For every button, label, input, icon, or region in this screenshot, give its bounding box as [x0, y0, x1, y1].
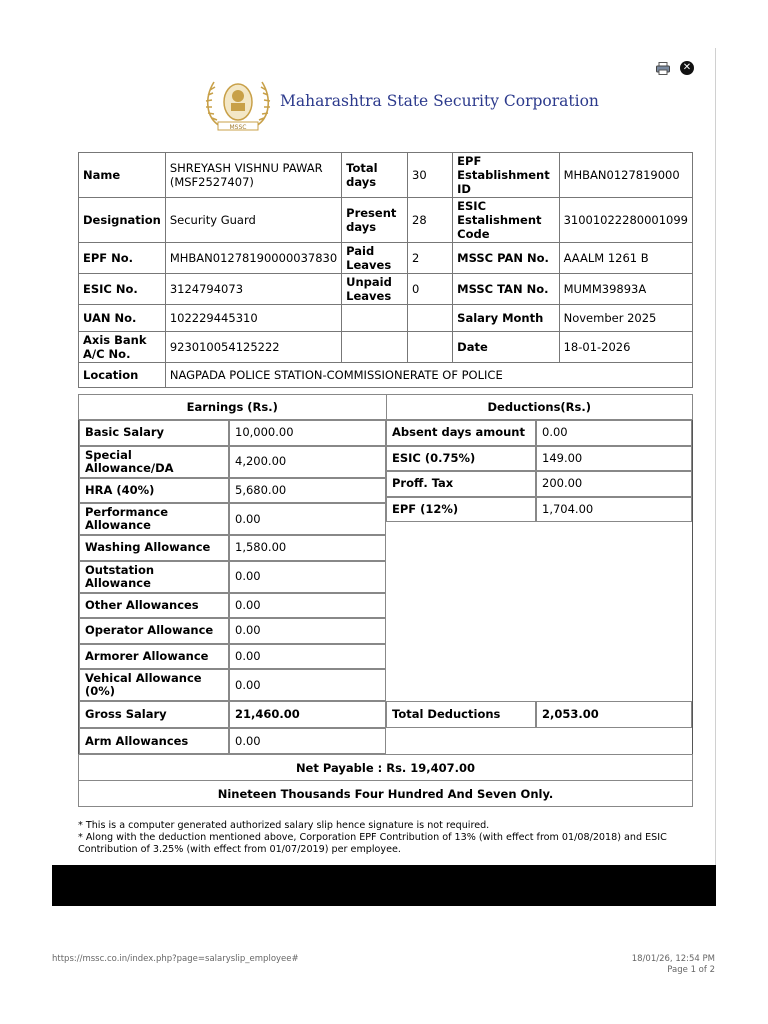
- employee-name: SHREYASH VISHNU PAWAR (MSF2527407): [165, 153, 341, 198]
- empty-cell: [342, 332, 408, 363]
- uan-value: 102229445310: [165, 305, 341, 332]
- paid-leaves-label: Paid Leaves: [342, 243, 408, 274]
- earning-row: [79, 644, 386, 670]
- gross-salary-cell: [79, 701, 387, 728]
- employee-info-table: [78, 152, 693, 388]
- total-days-label: Total days: [342, 153, 408, 198]
- earning-row: [79, 618, 386, 644]
- earning-row: [79, 446, 386, 478]
- present-days-value: 28: [408, 198, 453, 243]
- svg-text:MSSC: MSSC: [229, 124, 247, 131]
- earnings-list: [79, 420, 387, 702]
- earning-value: 0.00: [229, 561, 386, 593]
- earning-row: [79, 420, 386, 446]
- designation-value: Security Guard: [165, 198, 341, 243]
- designation-label: Designation: [79, 198, 166, 243]
- gross-salary-table: [79, 701, 386, 728]
- mssc-logo: [200, 74, 276, 134]
- salary-month-label: Salary Month: [453, 305, 559, 332]
- date-value: 18-01-2026: [559, 332, 692, 363]
- tan-value: MUMM39893A: [559, 274, 692, 305]
- esic-no-value: 3124794073: [165, 274, 341, 305]
- earnings-heading: Earnings (Rs.): [79, 395, 387, 420]
- earning-row: [79, 561, 386, 593]
- arm-allowances-cell: [79, 728, 387, 755]
- earning-label: Washing Allowance: [79, 535, 229, 561]
- earning-value: 1,580.00: [229, 535, 386, 561]
- name-label: Name: [79, 153, 166, 198]
- print-footer-url: https://mssc.co.in/index.php?page=salaryslip_employee#: [52, 954, 299, 964]
- total-deductions-value: 2,053.00: [536, 701, 692, 728]
- earning-value: 0.00: [229, 503, 386, 535]
- empty-cell: [408, 305, 453, 332]
- esic-no-label: ESIC No.: [79, 274, 166, 305]
- earning-row: [79, 669, 386, 701]
- earning-label: HRA (40%): [79, 478, 229, 504]
- deduction-label: Absent days amount: [386, 420, 536, 446]
- deductions-heading: Deductions(Rs.): [386, 395, 693, 420]
- print-footer-page: Page 1 of 2: [667, 965, 715, 975]
- earning-row: [79, 478, 386, 504]
- date-label: Date: [453, 332, 559, 363]
- footer-bar: [52, 865, 716, 906]
- close-icon[interactable]: ✕: [680, 61, 694, 75]
- deduction-row: [386, 497, 692, 523]
- deduction-row: [386, 471, 692, 497]
- earning-row: [79, 503, 386, 535]
- epf-establishment-label: EPF Establishment ID: [453, 153, 559, 198]
- deduction-value: 1,704.00: [536, 497, 692, 523]
- earning-label: Basic Salary: [79, 420, 229, 446]
- total-deductions-label: Total Deductions: [386, 701, 536, 728]
- earning-value: 0.00: [229, 618, 386, 644]
- net-payable-words: Nineteen Thousands Four Hundred And Seven Only.: [79, 781, 693, 807]
- earning-label: Other Allowances: [79, 593, 229, 619]
- location-label: Location: [79, 363, 166, 388]
- paid-leaves-value: 2: [408, 243, 453, 274]
- arm-allowances-value: 0.00: [229, 728, 386, 754]
- earning-value: 10,000.00: [229, 420, 386, 446]
- deduction-row: [386, 446, 692, 472]
- earning-value: 0.00: [229, 669, 386, 701]
- location-value: NAGPADA POLICE STATION-COMMISSIONERATE OF POLICE: [165, 363, 692, 388]
- total-days-value: 30: [408, 153, 453, 198]
- earning-label: Vehical Allowance (0%): [79, 669, 229, 701]
- present-days-label: Present days: [342, 198, 408, 243]
- unpaid-leaves-label: Unpaid Leaves: [342, 274, 408, 305]
- deductions-list: [386, 420, 693, 702]
- deduction-label: Proff. Tax: [386, 471, 536, 497]
- deduction-label: ESIC (0.75%): [386, 446, 536, 472]
- earning-label: Operator Allowance: [79, 618, 229, 644]
- bank-account-value: 923010054125222: [165, 332, 341, 363]
- pan-label: MSSC PAN No.: [453, 243, 559, 274]
- epf-no-value: MHBAN01278190000037830: [165, 243, 341, 274]
- gross-salary-value: 21,460.00: [229, 701, 386, 728]
- earning-row: [79, 535, 386, 561]
- earning-label: Armorer Allowance: [79, 644, 229, 670]
- gross-salary-label: Gross Salary: [79, 701, 229, 728]
- note-signature: * This is a computer generated authorized salary slip hence signature is not required.: [78, 820, 490, 831]
- deduction-value: 0.00: [536, 420, 692, 446]
- arm-allowances-label: Arm Allowances: [79, 728, 229, 754]
- print-footer-datetime: 18/01/26, 12:54 PM: [631, 954, 715, 964]
- page-right-rule: [715, 48, 716, 906]
- arm-allowances-table: [79, 728, 386, 754]
- earning-row: [79, 593, 386, 619]
- notes: [78, 820, 698, 856]
- esic-establishment-value: 31001022280001099: [559, 198, 692, 243]
- deduction-value: 200.00: [536, 471, 692, 497]
- uan-label: UAN No.: [79, 305, 166, 332]
- note-contribution: * Along with the deduction mentioned above, Corporation EPF Contribution of 13% (with effect from 01/08/2018) and ESIC Contribution of 3.25% (with effect from 01/07/2019) per employee.: [78, 832, 667, 855]
- total-deductions-cell: [386, 701, 693, 728]
- earning-value: 0.00: [229, 644, 386, 670]
- deduction-value: 149.00: [536, 446, 692, 472]
- bank-account-label: Axis Bank A/C No.: [79, 332, 166, 363]
- earning-value: 5,680.00: [229, 478, 386, 504]
- empty-cell: [342, 305, 408, 332]
- salary-table: [78, 394, 693, 807]
- organization-title: Maharashtra State Security Corporation: [280, 92, 599, 110]
- empty-cell: [386, 728, 693, 755]
- deduction-label: EPF (12%): [386, 497, 536, 523]
- earning-label: Special Allowance/DA: [79, 446, 229, 478]
- empty-cell: [408, 332, 453, 363]
- deductions-table: [386, 420, 692, 522]
- esic-establishment-label: ESIC Estalishment Code: [453, 198, 559, 243]
- earnings-table: [79, 420, 386, 701]
- tan-label: MSSC TAN No.: [453, 274, 559, 305]
- printer-icon[interactable]: [656, 62, 670, 75]
- total-deductions-table: [386, 701, 692, 728]
- deduction-row: [386, 420, 692, 446]
- earning-value: 4,200.00: [229, 446, 386, 478]
- epf-establishment-value: MHBAN0127819000: [559, 153, 692, 198]
- unpaid-leaves-value: 0: [408, 274, 453, 305]
- pan-value: AAALM 1261 B: [559, 243, 692, 274]
- earning-value: 0.00: [229, 593, 386, 619]
- net-payable: Net Payable : Rs. 19,407.00: [79, 755, 693, 781]
- earning-label: Performance Allowance: [79, 503, 229, 535]
- earning-label: Outstation Allowance: [79, 561, 229, 593]
- salary-month-value: November 2025: [559, 305, 692, 332]
- epf-no-label: EPF No.: [79, 243, 166, 274]
